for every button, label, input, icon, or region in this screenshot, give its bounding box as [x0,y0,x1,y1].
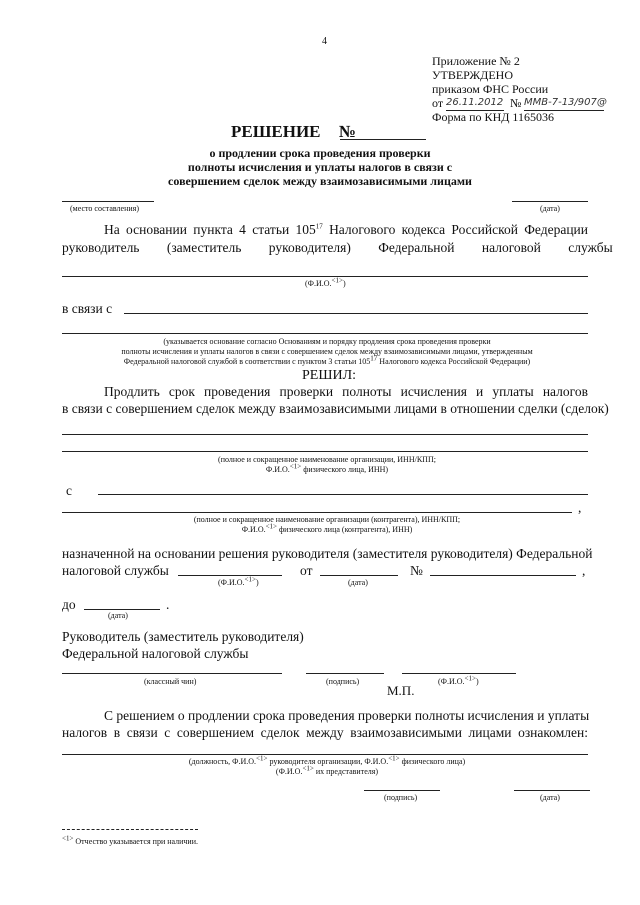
rank-caption: (классный чин) [144,677,197,686]
footnote-rule [62,829,198,830]
until-label: до [62,597,76,612]
basis-text-1: На основании пункта 4 статьи 105 [104,222,316,237]
position-caption-1-sup: <1> [256,754,268,763]
ack-date-caption: (дата) [540,793,560,802]
decision-number-line [340,139,426,140]
reason-caption-3-rest: Налогового кодекса Российской Федерации) [377,357,531,366]
position-caption-2b: их представителя) [313,767,379,776]
head-fio-caption-close: ) [475,677,479,686]
counterparty-line-2 [62,512,572,513]
counterparty-caption-2a: Ф.И.О. [241,525,266,534]
head-line-2: Федеральной налоговой службы [62,646,249,661]
with-label: с [66,483,72,498]
org-caption-2-sup: <1> [289,462,302,471]
until-date-line [84,609,160,610]
appendix-number-value: ММВ-7-13/907@ [524,96,604,111]
appendix-number-prefix: № [510,96,522,110]
appendix-date-value: 26.11.2012 [446,96,504,111]
position-caption-1 [62,754,592,767]
signature-line [306,673,384,674]
appendix-date-prefix: от [432,96,444,110]
head-fio-caption-sup: <1> [464,674,476,683]
appointed-date-caption: (дата) [348,578,368,587]
appendix-form: Форма по КНД 1165036 [432,110,554,124]
org-caption [62,455,592,475]
head-line-1: Руководитель (заместитель руководителя) [62,629,304,644]
subtitle-line-1: о продлении срока проведения проверки [209,146,431,160]
position-line [62,754,588,755]
decision-line-2: в связи с совершением сделок между взаимозависимыми лицами в отношении сделки (сделок) [62,401,609,416]
fio-label [305,276,346,288]
decision-number-sign: № [338,122,356,141]
until-date-caption: (дата) [108,611,128,620]
in-connection-label: в связи с [62,301,113,316]
reason-caption-1: (указывается основание согласно Основаниям и порядку продления срока проведения проверки [163,337,491,346]
place-line [62,201,154,202]
appendix-date-line [432,96,607,110]
ack-signature-line [364,790,440,791]
reason-caption-3 [62,354,592,367]
place-label: (место составления) [70,204,139,213]
appointed-fio-caption [218,575,259,587]
appointed-fio-caption-text: (Ф.И.О. [218,578,245,587]
org-caption-2 [62,462,592,475]
reason-line-2 [62,333,588,334]
decision-subtitle [160,146,480,188]
appointed-from: от [300,563,313,578]
counterparty-caption-2 [62,522,592,535]
footnote [62,834,198,846]
counterparty-comma: , [578,500,582,515]
signature-caption: (подпись) [326,677,360,686]
counterparty-caption-1: (полное и сокращенное наименование организации (контрагента), ИНН/КПП; [193,515,461,524]
reason-caption [62,337,592,367]
fio-line [62,276,588,277]
stamp-place: М.П. [387,683,415,698]
org-caption-1: (полное и сокращенное наименование организации, ИНН/КПП; [218,455,436,464]
subtitle-line-3: совершением сделок между взаимозависимыми лицами [168,174,472,188]
appendix-line-1: Приложение № 2 [432,54,520,68]
counterparty-caption-2b: физического лица (контрагента), ИНН) [277,525,413,534]
footnote-sup: <1> [62,834,74,843]
org-caption-2b: физического лица, ИНН) [301,465,389,474]
appointed-line-2: налоговой службы [62,563,169,578]
appendix-line-2: УТВЕРЖДЕНО [432,68,514,82]
head-fio-caption-text: (Ф.И.О. [438,677,465,686]
head-fio-caption [438,674,479,686]
date-line [512,201,588,202]
decided-heading: РЕШИЛ: [302,368,356,383]
position-caption-1-sup2: <1> [388,754,400,763]
position-caption-2 [62,764,592,777]
position-caption-1b: руководителя организации, Ф.И.О. [267,757,389,766]
until-dot: . [166,597,170,612]
basis-line-1 [104,222,588,238]
counterparty-caption [62,515,592,535]
acquainted-line-2: налогов в связи с совершением сделок между взаимозависимыми лицами ознакомлен: [62,725,588,740]
appointed-comma: , [582,563,586,578]
reason-line-1 [124,313,588,314]
subtitle-line-2: полноты исчисления и уплаты налогов в связи с [187,160,453,174]
counterparty-line-1 [98,494,588,495]
appointed-number-line [430,575,576,576]
basis-text-1-rest: Налогового кодекса Российской Федерации [322,222,588,237]
ack-date-line [514,790,590,791]
position-caption-1a: (должность, Ф.И.О. [188,757,257,766]
head-fio-line [402,673,516,674]
decision-title [231,122,356,142]
org-caption-2a: Ф.И.О. [265,465,290,474]
appointed-fio-line [178,575,282,576]
position-caption [62,754,592,777]
basis-sup: 17 [315,222,323,231]
acquainted-line-1: С решением о продлении срока проведения проверки полноты исчисления и уплаты [104,708,590,723]
date-label: (дата) [540,204,560,213]
fio-label-text: (Ф.И.О. [305,279,332,288]
reason-caption-3-text: Федеральной налоговой службой в соответствии с пунктом 3 статьи 105 [123,357,371,366]
position-caption-1c: физического лица) [399,757,466,766]
position-caption-2a: (Ф.И.О. [275,767,303,776]
rank-line [62,673,282,674]
position-caption-2-sup: <1> [302,764,314,773]
appointed-line-1: назначенной на основании решения руководителя (заместителя руководителя) Федеральной [62,546,593,561]
ack-signature-caption: (подпись) [384,793,418,802]
basis-line-2: руководитель (заместитель руководителя) Федеральной налоговой службы [62,240,613,255]
appendix-block [432,54,607,124]
reason-caption-3-sup: 17 [370,354,378,363]
appointed-fio-caption-sup: <1> [244,575,256,584]
page-number: 4 [322,36,327,47]
counterparty-caption-2-sup: <1> [265,522,277,531]
fio-label-close: ) [342,279,346,288]
fio-label-sup: <1> [331,276,343,285]
appointed-date-line [320,575,398,576]
appendix-line-3: приказом ФНС России [432,82,549,96]
appointed-fio-caption-close: ) [255,578,259,587]
org-line-2 [62,451,588,452]
decision-line-1: Продлить срок проведения проверки полноты исчисления и уплаты налогов [104,384,588,399]
reason-caption-2: полноты исчисления и уплаты налогов в связи с совершением сделок между взаимозависимыми лицами, утвержденным [121,347,533,356]
org-line-1 [62,434,588,435]
decision-title-word: РЕШЕНИЕ [231,122,321,141]
footnote-text: Отчество указывается при наличии. [73,837,198,846]
appointed-number: № [410,563,423,578]
